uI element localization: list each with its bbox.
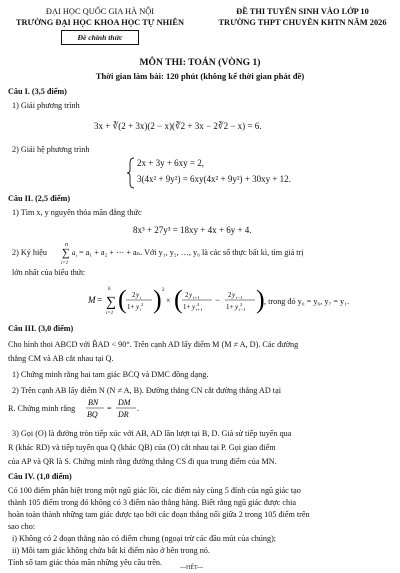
q1-heading: Câu I. (3,5 điểm) bbox=[8, 87, 67, 96]
svg-text:2: 2 bbox=[141, 302, 144, 307]
q2-part2-b: = a₁ + a₂ + ⋯ + aₙ. Với y₁, y₂, …, y₆ là các số thực bất kì, tìm giá trị bbox=[79, 248, 304, 257]
time-limit: Thời gian làm bài: 120 phút (không kể thời gian phát đề) bbox=[95, 71, 305, 81]
exam-name: ĐỀ THI TUYỂN SINH VÀO LỚP 10 bbox=[236, 7, 369, 16]
svg-text:∑: ∑ bbox=[62, 247, 70, 259]
svg-text:1+: 1+ bbox=[226, 303, 234, 311]
school-year: TRƯỜNG THPT CHUYÊN KHTN NĂM 2026 bbox=[218, 18, 387, 27]
q4-condition2: ii) Mỗi tam giác không chứa bất kì điểm nào ở bên trong nó. bbox=[12, 546, 210, 555]
header-left bbox=[0, 6, 200, 28]
q3-sub1: 1) Chứng minh rằng hai tam giác BCQ và DMC đồng dạng. bbox=[12, 370, 209, 379]
q3-sub3-b: R (khác RD) và tiếp tuyến qua Q (khác QB) của (O) cắt nhau tại P. Gọi giao điểm bbox=[8, 443, 276, 452]
q2-part2-a: 2) Ký hiệu bbox=[12, 248, 48, 257]
q3-line2: thẳng CM và AB cắt nhau tại Q. bbox=[8, 354, 114, 363]
svg-text:.: . bbox=[137, 404, 139, 413]
svg-text:i+1: i+1 bbox=[193, 295, 200, 300]
svg-text:DR: DR bbox=[118, 410, 129, 419]
q2-part1: 1) Tìm x, y nguyên thỏa mãn đẳng thức bbox=[12, 208, 142, 217]
q3-sub2-b: R. Chứng minh rằng bbox=[8, 404, 76, 413]
svg-text:y: y bbox=[189, 291, 193, 299]
svg-text:): ) bbox=[256, 285, 265, 314]
svg-text:∑: ∑ bbox=[106, 295, 116, 310]
svg-text:2: 2 bbox=[132, 291, 136, 299]
svg-text:i+1: i+1 bbox=[196, 307, 203, 312]
svg-text:2: 2 bbox=[228, 291, 232, 299]
faculty-name: TRƯỜNG ĐẠI HỌC KHOA HỌC TỰ NHIÊN bbox=[15, 18, 185, 27]
university-name: ĐẠI HỌC QUỐC GIA HÀ NỘI bbox=[45, 7, 155, 16]
q2-part2-c: lớn nhất của biểu thức bbox=[12, 268, 85, 277]
q3-sub3-a: 3) Gọi (O) là đường tròn tiếp xúc với AB, AD lần lượt tại B, D. Giả sử tiếp tuyến qua bbox=[12, 429, 292, 438]
q1-system-eq1: 2x + 3y + 6xy = 2, bbox=[137, 158, 204, 168]
sum-notation bbox=[59, 240, 79, 266]
svg-text:(: ( bbox=[174, 285, 183, 314]
svg-text:i=1: i=1 bbox=[106, 311, 114, 316]
svg-text:i: i bbox=[140, 295, 142, 300]
q1-part2: 2) Giải hệ phương trình bbox=[12, 145, 90, 154]
svg-text:a: a bbox=[72, 249, 76, 257]
q1-system bbox=[126, 157, 366, 189]
svg-text:=: = bbox=[97, 295, 103, 305]
svg-text:y: y bbox=[136, 303, 140, 311]
subject-title: MÔN THI: TOÁN (VÒNG 1) bbox=[139, 57, 261, 68]
q3-heading: Câu III. (3,0 điểm) bbox=[8, 324, 74, 333]
svg-text:y: y bbox=[235, 303, 239, 311]
end-marker: ---HẾT--- bbox=[180, 565, 204, 571]
svg-text:i: i bbox=[140, 307, 142, 312]
svg-text:y: y bbox=[192, 303, 196, 311]
svg-text:1+: 1+ bbox=[127, 303, 135, 311]
q4-heading: Câu IV. (1,0 điểm) bbox=[8, 472, 72, 481]
svg-text:−: − bbox=[215, 295, 221, 305]
svg-text:2: 2 bbox=[185, 291, 189, 299]
q4-line4: sao cho: bbox=[8, 522, 36, 531]
svg-text:y: y bbox=[232, 291, 236, 299]
svg-text:1+: 1+ bbox=[183, 303, 191, 311]
svg-text:×: × bbox=[166, 296, 171, 305]
q4-line2: thành 105 điểm trong đó không có 3 điểm nào thẳng hàng. Biết rằng ngũ giác được chia bbox=[8, 498, 296, 507]
header-right bbox=[205, 6, 400, 28]
svg-text:2: 2 bbox=[240, 302, 243, 307]
q4-condition1: i) Không có 2 đoạn thẳng nào có điểm chung (ngoại trừ các đầu mút của chúng); bbox=[12, 534, 277, 543]
svg-text:2: 2 bbox=[197, 302, 200, 307]
svg-text:i=1: i=1 bbox=[61, 261, 69, 266]
svg-text:): ) bbox=[153, 285, 162, 314]
q2-equation: 8x³ + 27y³ = 18xy + 4x + 6y + 4. bbox=[133, 225, 252, 235]
svg-text:6: 6 bbox=[108, 287, 111, 292]
q4-question: Tính số tam giác thỏa mãn những yêu cầu trên. bbox=[8, 558, 163, 567]
svg-text:BQ: BQ bbox=[87, 410, 98, 419]
svg-text:(: ( bbox=[118, 285, 127, 314]
svg-text:n: n bbox=[65, 242, 68, 248]
brace-icon bbox=[126, 157, 136, 189]
svg-text:2: 2 bbox=[162, 288, 165, 293]
q3-ratio bbox=[85, 396, 165, 422]
q4-line3: hoàn toàn thành những tam giác được tạo bởi các đoạn thẳng nối giữa 2 trong 105 điểm trên bbox=[8, 510, 310, 519]
svg-text:i−1: i−1 bbox=[236, 295, 243, 300]
svg-text:i: i bbox=[76, 253, 78, 258]
q3-line1: Cho hình thoi ABCD với B̂AD < 90°. Trên cạnh AD lấy điểm M (M ≠ A, D). Các đường bbox=[8, 340, 299, 349]
svg-text:DM: DM bbox=[118, 398, 131, 407]
svg-text:=: = bbox=[107, 404, 112, 413]
q1-part1: 1) Giải phương trình bbox=[12, 101, 80, 110]
q1-system-eq2: 3(4x² + 9y²) = 6xy(4x² + 9y²) + 30xy + 12. bbox=[137, 174, 291, 184]
q1-equation: 3x + ∛(2 + 3x)(2 − x)(∛2 + 3x − 2∛2 − x) = 6. bbox=[94, 121, 262, 131]
svg-text:i−1: i−1 bbox=[239, 307, 246, 312]
q2-condition: , trong đó y₀ = y₆, y₇ = y₁. bbox=[264, 297, 350, 306]
svg-text:y: y bbox=[136, 291, 140, 299]
q4-line1: Có 100 điểm phân biệt trong một ngũ giác lồi, các điểm này cùng 5 đỉnh của ngũ giác tạo bbox=[8, 486, 301, 495]
q2-heading: Câu II. (2,5 điểm) bbox=[8, 194, 71, 203]
official-label: Đề chính thức bbox=[61, 30, 139, 45]
q3-sub2-a: 2) Trên cạnh AB lấy điểm N (N ≠ A, B). Đường thẳng CN cắt đường thẳng AD tại bbox=[12, 386, 281, 395]
q3-sub3-c: của AP và QR là S. Chứng minh rằng đường thẳng CS đi qua trung điểm của MN. bbox=[8, 457, 277, 466]
svg-text:M: M bbox=[88, 295, 96, 305]
svg-text:BN: BN bbox=[88, 398, 99, 407]
